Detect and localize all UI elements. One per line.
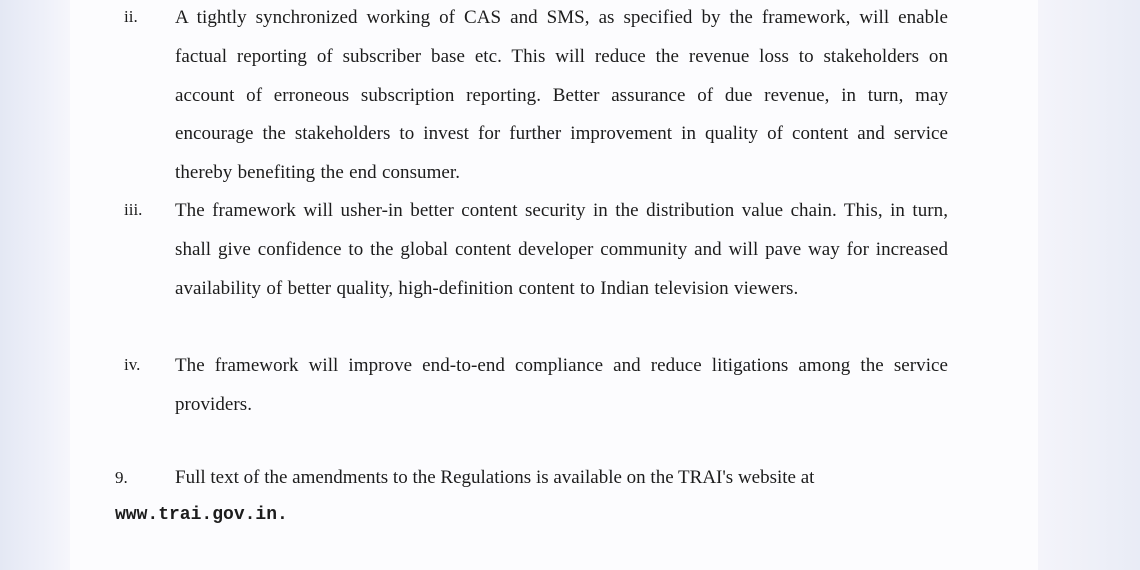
document-page — [70, 0, 1038, 570]
list-item-number: iv. — [124, 355, 141, 374]
list-item-number: ii. — [124, 7, 138, 26]
list-item-text: A tightly synchronized working of CAS and SMS, as specified by the framework, will enable factual reporting of subscriber base etc. This will reduce the revenue loss to stakeholders on account of erroneous subscription reporting. Better assurance of due revenue, in turn, may encourage the stakeholders to invest for further improvement in quality of content and service thereby benefiting the end consumer. — [175, 7, 948, 184]
paragraph-number: 9. — [115, 468, 128, 487]
list-item-text: The framework will usher-in better content security in the distribution value chain. This, in turn, shall give confidence to the global content developer community and will pave way for increased availability of better quality, high-definition content to Indian television viewers. — [175, 200, 948, 299]
paragraph-9 — [115, 460, 948, 533]
list-item-text: The framework will improve end-to-end compliance and reduce litigations among the service providers. — [175, 355, 948, 415]
list-item-number: iii. — [124, 200, 143, 219]
scan-left-margin — [0, 0, 70, 570]
paragraph-text: Full text of the amendments to the Regulations is available on the TRAI's website at — [175, 467, 815, 488]
scan-right-margin — [1038, 0, 1140, 570]
website-link[interactable]: www.trai.gov.in. — [115, 505, 288, 525]
